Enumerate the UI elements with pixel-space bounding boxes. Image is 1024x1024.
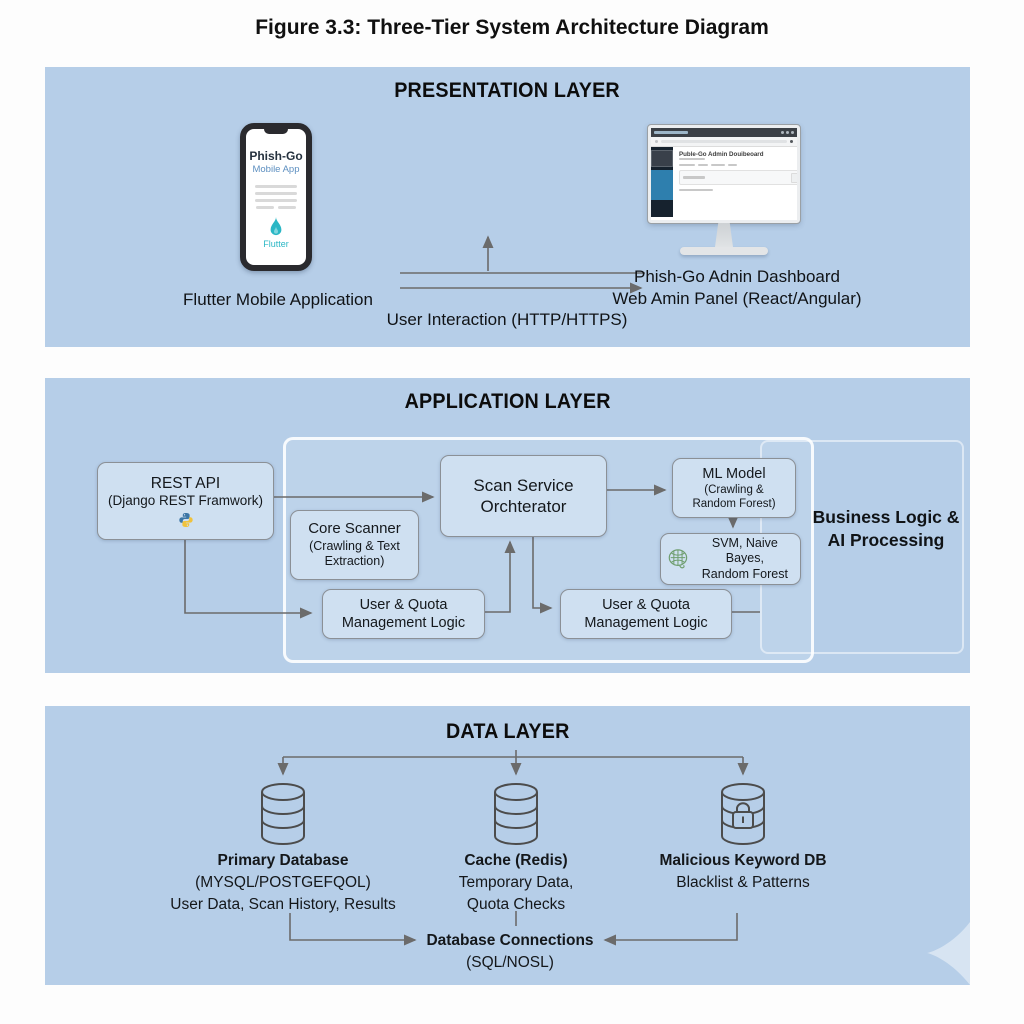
data-layer-band [45, 706, 970, 985]
phone-framework-label: Flutter [263, 239, 289, 249]
ml-model-node: ML Model (Crawling & Random Forest) [672, 458, 796, 518]
dashboard-content [673, 147, 800, 217]
sidebar-thumbnail [651, 150, 673, 167]
database-cylinder-icon-cache [492, 782, 540, 848]
business-logic-label: Business Logic & AI Processing [812, 507, 960, 551]
application-layer-band [45, 378, 970, 673]
monitor-mockup [648, 125, 800, 255]
mobile-caption: Flutter Mobile Application [183, 290, 373, 309]
database-cylinder-icon-primary [259, 782, 307, 848]
back-icon [655, 140, 658, 143]
url-bar [661, 140, 787, 143]
phone-app-subtitle: Mobile App [252, 164, 300, 175]
content-line [679, 189, 713, 191]
keyword-db-label: Malicious Keyword DB Blacklist & Patterns [659, 852, 827, 891]
lock-icon [733, 803, 753, 828]
user-quota-node-left: User & Quota Management Logic [322, 589, 485, 639]
rest-api-node: REST API (Django REST Framwork) [97, 462, 274, 540]
python-logo-icon [178, 512, 194, 528]
monitor-screen [648, 125, 800, 223]
panel-button [791, 173, 800, 183]
dashboard-screen-title: Puble-Go Admin Douibeoard [679, 151, 764, 158]
data-layer-header: DATA LAYER [445, 720, 570, 743]
db-connections-label: Database Connections (SQL/NOSL) [426, 932, 594, 971]
browser-titlebar [651, 128, 797, 137]
figure-title: Figure 3.3: Three-Tier System Architecture Diagram [255, 16, 769, 39]
interaction-label: User Interaction (HTTP/HTTPS) [386, 310, 628, 329]
user-quota-node-right: User & Quota Management Logic [560, 589, 732, 639]
presentation-layer-header: PRESENTATION LAYER [394, 79, 621, 102]
sidebar-panel [651, 170, 673, 200]
phone-app-name: Phish-Go [249, 149, 303, 163]
monitor-stand-base [680, 247, 768, 255]
database-cylinder-icon-keywords [719, 782, 767, 848]
content-panel [679, 170, 800, 185]
content-line [679, 158, 705, 160]
dashboard-sidebar [651, 147, 673, 217]
window-controls [781, 131, 794, 134]
application-layer-header: APPLICATION LAYER [404, 390, 611, 413]
dashboard-caption: Phish-Go Adnin Dashboard Web Amin Panel (React/Angular) [612, 267, 862, 309]
presentation-layer-band [45, 67, 970, 347]
browser-tab [654, 131, 688, 134]
menu-icon [790, 140, 793, 143]
svm-node: SVM, Naive Bayes, Random Forest [660, 533, 801, 585]
ml-brain-icon [667, 547, 691, 571]
core-scanner-node: Core Scanner (Crawling & Text Extraction) [290, 510, 419, 580]
scan-orchestrator-node: Scan Service Orchterator [440, 455, 607, 537]
primary-db-label: Primary Database (MYSQL/POSTGEFQOL) User Data, Scan History, Results [170, 852, 396, 913]
content-line-row [679, 164, 800, 166]
cache-db-label: Cache (Redis) Temporary Data, Quota Checks [458, 852, 574, 913]
watermark-chevron [927, 922, 970, 985]
browser-toolbar [651, 137, 797, 147]
monitor-stand-neck [715, 223, 733, 247]
